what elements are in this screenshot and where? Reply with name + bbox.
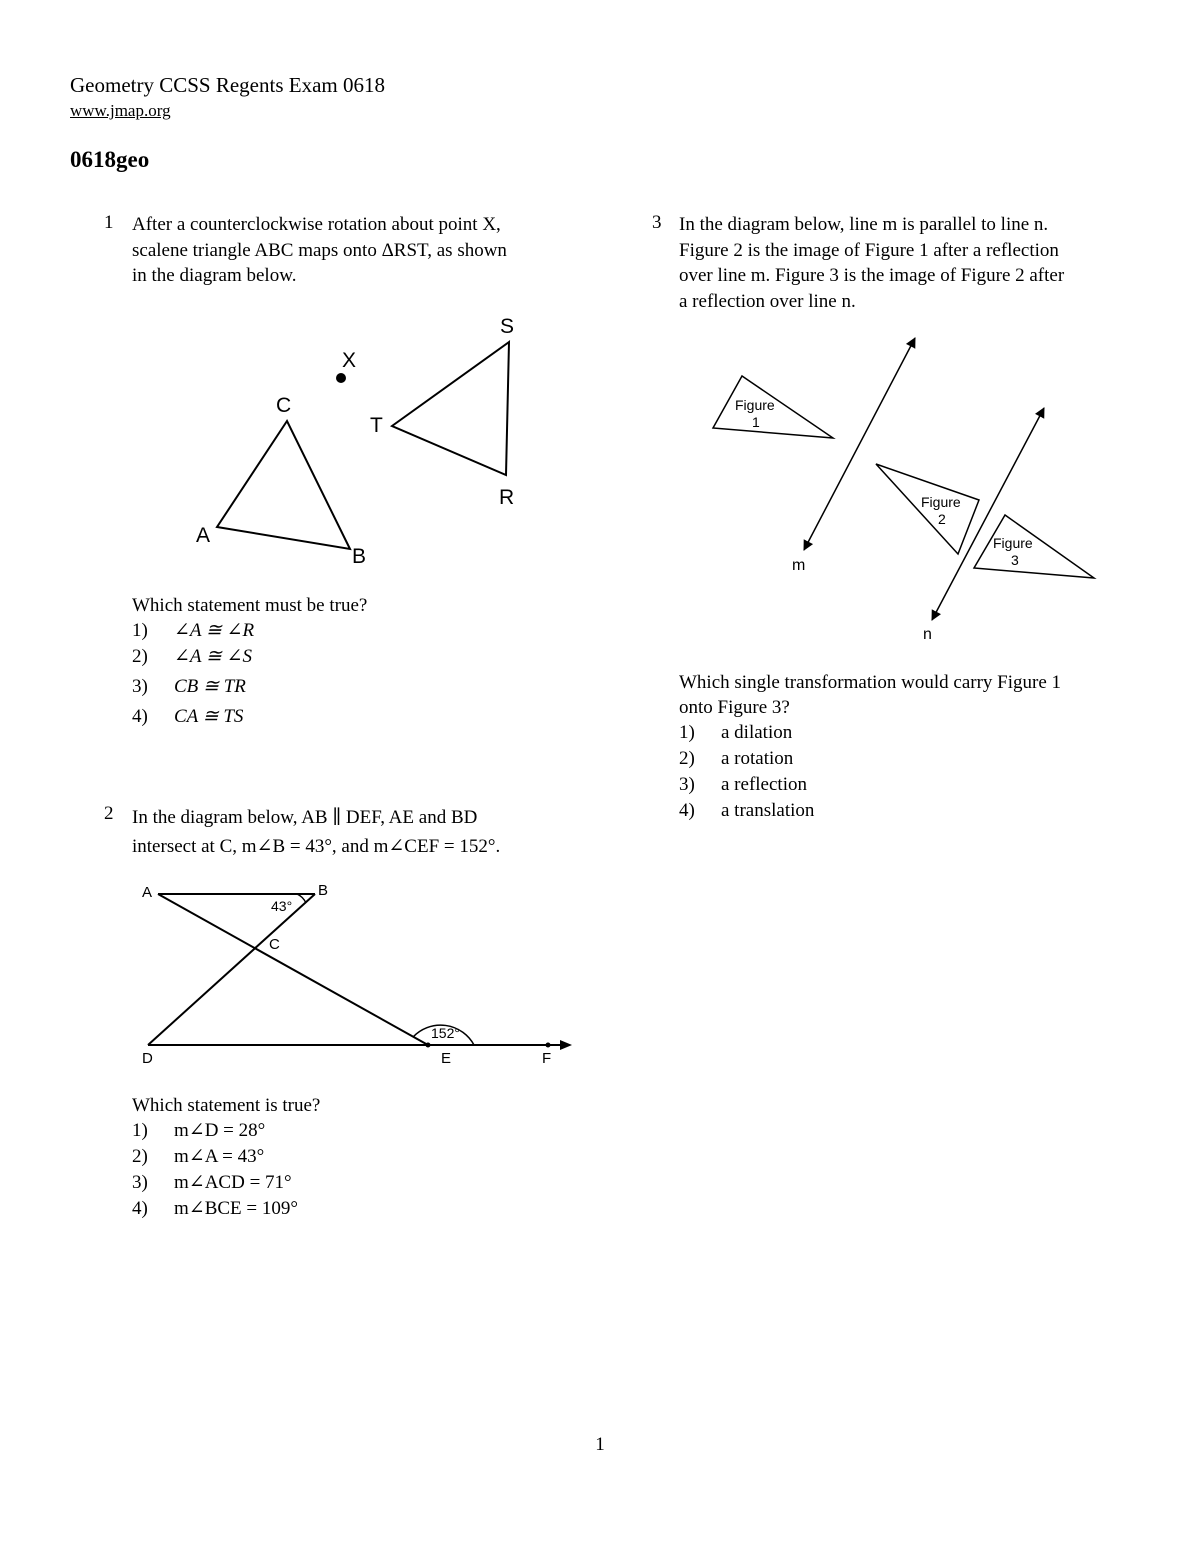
- ray-arrowhead: [560, 1040, 572, 1050]
- option-text: m∠ACD = 71°: [174, 1172, 292, 1193]
- answer-option[interactable]: [132, 674, 254, 699]
- question-3-text-line: In the diagram below, line m is parallel to line n.: [679, 214, 1049, 235]
- option-text: ∠A ≅ ∠R: [174, 620, 255, 641]
- answer-option[interactable]: [679, 772, 814, 797]
- question-2-prompt: Which statement is true?: [132, 1095, 321, 1116]
- question-3-number: 3: [652, 212, 662, 233]
- question-3-prompt: [679, 671, 1061, 720]
- label-e: E: [441, 1050, 452, 1067]
- question-2-options: [132, 1118, 298, 1221]
- label-r: R: [499, 486, 515, 509]
- option-number: 3): [132, 676, 148, 697]
- label-f: F: [542, 1050, 552, 1067]
- answer-option[interactable]: [679, 746, 814, 771]
- option-text: m∠D = 28°: [174, 1120, 266, 1141]
- answer-option[interactable]: [132, 1118, 298, 1143]
- option-number: 2): [132, 1146, 148, 1167]
- option-text: m∠BCE = 109°: [174, 1198, 298, 1219]
- answer-option[interactable]: [132, 618, 254, 643]
- option-text: CB ≅ TR: [174, 676, 246, 697]
- option-text: a reflection: [721, 774, 807, 795]
- label-c: C: [276, 394, 292, 417]
- label-d: D: [142, 1050, 153, 1067]
- label-m: m: [792, 557, 806, 574]
- figure-3-triangle: [974, 515, 1094, 578]
- answer-option[interactable]: [132, 1144, 298, 1169]
- point-f: [546, 1043, 551, 1048]
- question-1-text-line: scalene triangle ABC maps onto ΔRST, as shown: [132, 239, 507, 261]
- segment-ae: [158, 894, 428, 1045]
- question-3-prompt-line: onto Figure 3?: [679, 696, 790, 718]
- option-number: 1): [679, 722, 695, 743]
- line-n: [932, 408, 1044, 620]
- line-m: [804, 338, 915, 550]
- label-x: X: [342, 349, 357, 372]
- answer-option[interactable]: [132, 704, 254, 729]
- option-number: 2): [132, 646, 148, 667]
- option-text: a dilation: [721, 722, 793, 743]
- question-3-text-line: a reflection over line n.: [679, 290, 856, 312]
- question-2-number: 2: [104, 803, 114, 824]
- page-number: 1: [595, 1434, 605, 1455]
- option-number: 1): [132, 620, 148, 641]
- option-text: a rotation: [721, 748, 794, 769]
- question-1-options: [132, 618, 254, 729]
- question-1-text: [132, 212, 507, 289]
- figure-1-label: Figure: [735, 397, 775, 413]
- exam-code: 0618geo: [70, 147, 150, 172]
- question-3-text-line: Figure 2 is the image of Figure 1 after a reflection: [679, 239, 1059, 261]
- question-3-options: [679, 720, 814, 823]
- figure-3-label: Figure: [993, 535, 1033, 551]
- answer-option[interactable]: [679, 720, 814, 745]
- option-number: 4): [132, 706, 148, 727]
- question-3-text-line: over line m. Figure 3 is the image of Figure 2 after: [679, 265, 1065, 286]
- option-text: m∠A = 43°: [174, 1146, 265, 1167]
- angle-cef-label: 152°: [431, 1025, 460, 1041]
- question-1-number: 1: [104, 212, 114, 233]
- option-number: 1): [132, 1120, 148, 1141]
- option-text: CA ≅ TS: [174, 706, 244, 727]
- answer-option[interactable]: [132, 644, 254, 669]
- question-3-diagram: [700, 330, 1110, 650]
- option-text: ∠A ≅ ∠S: [174, 646, 253, 667]
- question-1-text-line: After a counterclockwise rotation about point X,: [132, 214, 501, 235]
- option-number: 3): [679, 774, 695, 795]
- label-a: A: [196, 524, 211, 547]
- option-number: 4): [132, 1198, 148, 1219]
- triangle-rst: [392, 342, 509, 475]
- website-link[interactable]: www.jmap.org: [70, 101, 171, 120]
- answer-option[interactable]: [132, 1170, 298, 1195]
- question-3-text: [679, 212, 1064, 314]
- question-2-diagram: [130, 875, 590, 1075]
- question-1-prompt: Which statement must be true?: [132, 595, 368, 616]
- point-x: [336, 373, 346, 383]
- option-number: 2): [679, 748, 695, 769]
- angle-b-label: 43°: [271, 898, 293, 914]
- question-1-text-line: in the diagram below.: [132, 265, 297, 286]
- label-c: C: [269, 936, 280, 953]
- question-2-text: [132, 803, 500, 861]
- point-e: [426, 1043, 431, 1048]
- triangle-abc: [217, 421, 350, 549]
- answer-option[interactable]: [679, 798, 814, 823]
- label-b: B: [318, 882, 329, 899]
- option-number: 3): [132, 1172, 148, 1193]
- figure-3-number: 3: [1011, 552, 1019, 568]
- answer-option[interactable]: [132, 1196, 298, 1221]
- question-2-text-line: In the diagram below, AB ∥ DEF, AE and BD: [132, 807, 478, 828]
- document-title: Geometry CCSS Regents Exam 0618: [70, 73, 385, 97]
- label-n: n: [923, 626, 932, 643]
- label-a: A: [142, 884, 153, 901]
- label-s: S: [500, 315, 515, 338]
- label-t: T: [370, 414, 383, 437]
- option-text: a translation: [721, 800, 815, 821]
- question-3-prompt-line: Which single transformation would carry Figure 1: [679, 672, 1062, 693]
- option-number: 4): [679, 800, 695, 821]
- figure-1-number: 1: [752, 414, 760, 430]
- segment-bd: [148, 894, 315, 1045]
- figure-2-number: 2: [938, 511, 946, 527]
- figure-2-label: Figure: [921, 494, 961, 510]
- label-b: B: [352, 545, 367, 568]
- question-2-text-line: intersect at C, m∠B = 43°, and m∠CEF = 152°.: [132, 836, 501, 857]
- question-1-diagram: [180, 305, 560, 580]
- angle-b-arc: [297, 894, 306, 903]
